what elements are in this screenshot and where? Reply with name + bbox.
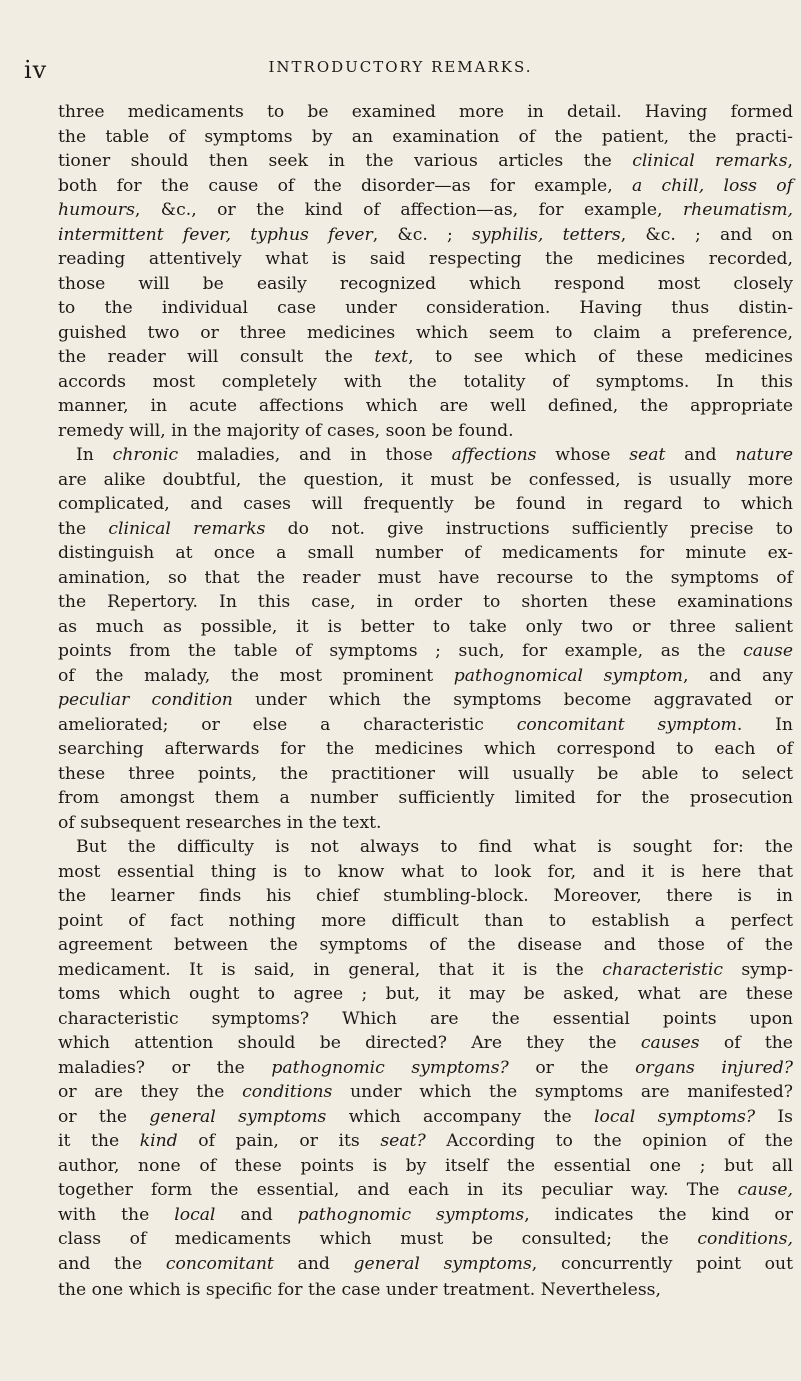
text-run: ameliorated; or else a characteristic bbox=[58, 714, 517, 735]
text-line bbox=[58, 100, 793, 125]
text-run: those will be easily recognized which respond most closely bbox=[58, 273, 793, 294]
text-line bbox=[58, 419, 793, 444]
italic-phrase: general symptoms bbox=[149, 1106, 327, 1127]
text-line bbox=[58, 884, 793, 909]
text-run: and the bbox=[58, 1253, 166, 1274]
italic-phrase: kind bbox=[139, 1131, 178, 1151]
text-line bbox=[58, 664, 793, 689]
text-run: which attention should be directed? Are they the bbox=[58, 1033, 641, 1053]
text-run: the reader will consult the bbox=[58, 347, 375, 367]
text-run: distinguish at once a small number of medicaments for minute ex- bbox=[58, 543, 793, 563]
italic-phrase: causes bbox=[640, 1033, 700, 1053]
text-line bbox=[58, 860, 793, 885]
text-run: amination, so that the reader must have recourse to the symptoms of bbox=[58, 567, 793, 588]
text-line bbox=[58, 639, 793, 664]
italic-phrase: characteristic bbox=[602, 959, 723, 980]
italic-phrase: local bbox=[174, 1204, 216, 1225]
text-run: the table of symptoms by an examination of the patient, the practi- bbox=[58, 126, 793, 147]
text-run: of the malady, the most prominent bbox=[58, 665, 454, 686]
text-run: of pain, or its bbox=[177, 1131, 381, 1151]
text-line bbox=[58, 615, 793, 640]
text-line bbox=[58, 370, 793, 395]
italic-phrase: pathognomic symptoms? bbox=[271, 1057, 509, 1078]
italic-phrase: pathognomical symptom bbox=[453, 665, 683, 686]
text-line bbox=[58, 737, 793, 762]
text-run: maladies, and in those bbox=[178, 445, 452, 465]
italic-phrase: a chill, loss of bbox=[631, 175, 794, 196]
text-run: or are they the bbox=[58, 1082, 243, 1102]
text-run: the learner finds his chief stumbling-block. Moreover, there is in bbox=[58, 886, 793, 906]
text-run: with the bbox=[58, 1204, 175, 1225]
text-line bbox=[58, 713, 793, 738]
text-line bbox=[58, 1129, 793, 1154]
text-run: accords most completely with the totality of symptoms. In this bbox=[58, 371, 793, 392]
text-run: both for the cause of the disorder—as for example, bbox=[58, 175, 632, 196]
italic-phrase: general symptoms bbox=[353, 1253, 532, 1274]
text-line bbox=[58, 982, 793, 1007]
text-run: , to see which of these medicines bbox=[408, 347, 793, 367]
page-number: iv bbox=[24, 56, 48, 84]
text-line bbox=[58, 247, 793, 272]
italic-phrase: conditions bbox=[242, 1082, 333, 1102]
text-run: manner, in acute affections which are well defined, the appropriate bbox=[58, 396, 793, 416]
text-run: tioner should then seek in the various articles the bbox=[58, 151, 633, 171]
text-run: Is bbox=[755, 1106, 794, 1127]
text-line bbox=[58, 958, 793, 983]
text-run: author, none of these points is by itself the essential one ; but all bbox=[58, 1155, 793, 1176]
text-run: agreement between the symptoms of the disease and those of the bbox=[58, 935, 793, 955]
text-line bbox=[58, 125, 793, 150]
text-line bbox=[58, 835, 793, 860]
text-line bbox=[58, 321, 793, 346]
italic-phrase: text bbox=[374, 347, 409, 367]
text-run: guished two or three medicines which seem to claim a preference, bbox=[58, 322, 793, 343]
text-run: point of fact nothing more difficult than to establish a perfect bbox=[58, 910, 793, 931]
text-run: or the bbox=[508, 1057, 636, 1078]
body-text bbox=[58, 100, 793, 1303]
text-line bbox=[58, 1203, 793, 1228]
text-run: symp- bbox=[722, 959, 793, 980]
italic-phrase: seat bbox=[629, 445, 666, 465]
text-run: According to the opinion of the bbox=[425, 1131, 794, 1151]
italic-phrase: cause, bbox=[737, 1180, 793, 1200]
italic-phrase: concomitant symptom bbox=[516, 714, 737, 735]
text-line bbox=[58, 174, 793, 199]
text-run: three medicaments to be examined more in detail. Having formed bbox=[58, 102, 793, 122]
text-line bbox=[58, 272, 793, 297]
text-run: under which the symptoms become aggravated or bbox=[232, 690, 793, 710]
text-line bbox=[58, 933, 793, 958]
text-run: of the bbox=[699, 1033, 793, 1053]
italic-phrase: conditions, bbox=[697, 1229, 793, 1249]
text-run: , indicates the kind or bbox=[524, 1204, 793, 1225]
text-line bbox=[58, 1080, 793, 1105]
italic-phrase: clinical remarks bbox=[108, 518, 266, 539]
italic-phrase: intermittent fever, typhus fever bbox=[58, 224, 373, 245]
text-line bbox=[58, 1007, 793, 1032]
text-run: whose bbox=[536, 445, 630, 465]
text-line bbox=[58, 345, 793, 370]
text-line bbox=[58, 909, 793, 934]
italic-phrase: humours bbox=[58, 200, 135, 220]
text-line bbox=[58, 811, 793, 836]
italic-phrase: concomitant bbox=[165, 1253, 274, 1274]
text-run: complicated, and cases will frequently be found in regard to which bbox=[58, 494, 793, 514]
text-line bbox=[58, 1154, 793, 1179]
text-run: reading attentively what is said respecting the medicines recorded, bbox=[58, 249, 793, 269]
text-line bbox=[58, 1056, 793, 1081]
italic-phrase: seat? bbox=[380, 1131, 426, 1151]
text-run: and bbox=[273, 1253, 354, 1274]
text-line bbox=[58, 198, 793, 223]
text-run: as much as possible, it is better to take only two or three salient bbox=[58, 616, 793, 637]
text-run: , concurrently point out bbox=[531, 1253, 794, 1274]
text-run: under which the symptoms are manifested? bbox=[332, 1082, 794, 1102]
text-run: most essential thing is to know what to look for, and it is here that bbox=[58, 861, 793, 882]
text-run: to the individual case under consideration. Having thus distin- bbox=[58, 298, 793, 318]
text-run: , &c. ; and on bbox=[620, 224, 793, 245]
text-run: searching afterwards for the medicines which correspond to each of bbox=[58, 739, 793, 759]
text-line bbox=[58, 223, 793, 248]
text-line bbox=[58, 1227, 793, 1252]
text-line bbox=[58, 296, 793, 321]
text-run: which accompany the bbox=[326, 1106, 595, 1127]
text-run: But the difficulty is not always to find what is sought for: the bbox=[76, 837, 793, 857]
italic-phrase: clinical remarks bbox=[632, 151, 788, 171]
text-run: the Repertory. In this case, in order to shorten these examinations bbox=[58, 592, 793, 612]
text-run: , bbox=[787, 151, 793, 171]
text-run: it the bbox=[58, 1131, 140, 1151]
text-line bbox=[58, 1105, 793, 1130]
text-line bbox=[58, 786, 793, 811]
italic-phrase: affections bbox=[451, 445, 537, 465]
text-line bbox=[58, 590, 793, 615]
text-run: medicament. It is said, in general, that it is the bbox=[58, 959, 603, 980]
text-run: . In bbox=[736, 714, 793, 735]
italic-phrase: pathognomic symptoms bbox=[297, 1204, 525, 1225]
text-line bbox=[58, 394, 793, 419]
text-run: of subsequent researches in the text. bbox=[58, 812, 382, 833]
text-line bbox=[58, 1178, 793, 1203]
text-line bbox=[58, 149, 793, 174]
italic-phrase: organs injured? bbox=[635, 1057, 793, 1078]
italic-phrase: local symptoms? bbox=[594, 1106, 756, 1127]
text-line bbox=[58, 1276, 793, 1303]
running-head: INTRODUCTORY REMARKS. bbox=[268, 58, 533, 76]
text-run: toms which ought to agree ; but, it may be asked, what are these bbox=[58, 984, 793, 1004]
text-run: the one which is specific for the case under treatment. Nevertheless, bbox=[58, 1280, 661, 1300]
text-run: and bbox=[665, 445, 736, 465]
text-line bbox=[58, 762, 793, 787]
text-line bbox=[58, 1252, 793, 1277]
italic-phrase: syphilis, tetters bbox=[472, 224, 621, 245]
text-run: do not. give instructions sufficiently precise to bbox=[265, 518, 793, 539]
text-run: class of medicaments which must be consulted; the bbox=[58, 1229, 698, 1249]
italic-phrase: rheumatism, bbox=[682, 200, 793, 220]
italic-phrase: peculiar condition bbox=[58, 690, 233, 710]
text-line bbox=[58, 492, 793, 517]
italic-phrase: nature bbox=[735, 445, 793, 465]
text-run: from amongst them a number sufficiently limited for the prosecution bbox=[58, 788, 793, 808]
text-run: points from the table of symptoms ; such, for example, as the bbox=[58, 641, 744, 661]
text-run: remedy will, in the majority of cases, soon be found. bbox=[58, 420, 514, 441]
text-run: maladies? or the bbox=[58, 1057, 272, 1078]
italic-phrase: cause bbox=[743, 641, 793, 661]
text-run: are alike doubtful, the question, it must be confessed, is usually more bbox=[58, 469, 793, 490]
text-run: , &c., or the kind of affection—as, for example, bbox=[134, 200, 683, 220]
text-line bbox=[58, 443, 793, 468]
text-line bbox=[58, 1031, 793, 1056]
text-line bbox=[58, 541, 793, 566]
text-run: In bbox=[76, 445, 113, 465]
text-line bbox=[58, 517, 793, 542]
text-run: and bbox=[215, 1204, 298, 1225]
text-run: or the bbox=[58, 1106, 150, 1127]
text-run: together form the essential, and each in its peculiar way. The bbox=[58, 1180, 738, 1200]
text-run: , &c. ; bbox=[372, 224, 473, 245]
text-run: the bbox=[58, 518, 109, 539]
text-line bbox=[58, 468, 793, 493]
text-run: , and any bbox=[682, 665, 793, 686]
text-run: characteristic symptoms? Which are the essential points upon bbox=[58, 1008, 793, 1029]
text-line bbox=[58, 688, 793, 713]
italic-phrase: chronic bbox=[112, 445, 179, 465]
text-run: these three points, the practitioner will usually be able to select bbox=[58, 763, 793, 784]
text-line bbox=[58, 566, 793, 591]
